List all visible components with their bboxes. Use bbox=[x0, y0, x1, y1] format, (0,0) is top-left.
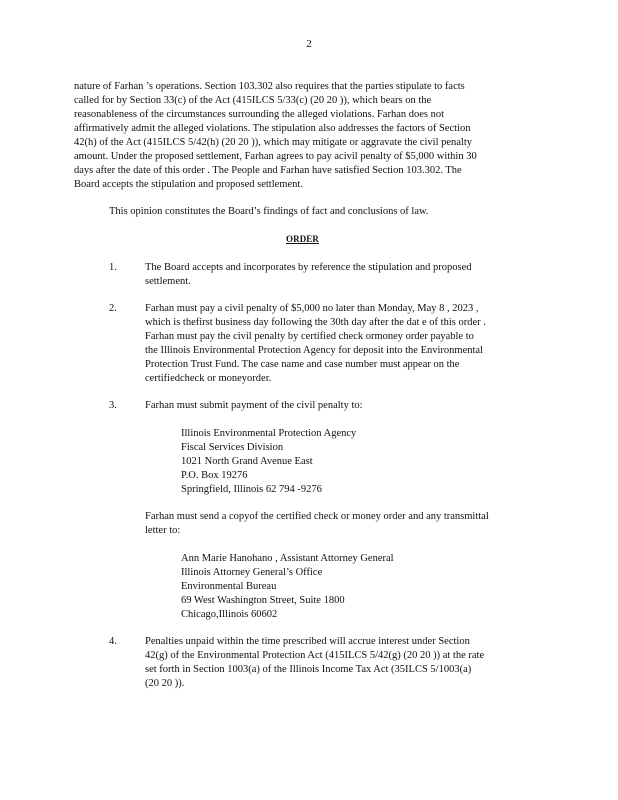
intro-line: days after the date of this order . The People and Farhan have satisfied Section 103.302. The bbox=[74, 165, 462, 176]
intro-line: nature of Farhan ’s operations. Section 103.302 also requires that the parties stipulate to facts bbox=[74, 81, 465, 92]
item-line: Penalties unpaid within the time prescribed will accrue interest under Section bbox=[145, 636, 470, 647]
address-line: Environmental Bureau bbox=[181, 581, 277, 592]
opinion-statement: This opinion constitutes the Board’s findings of fact and conclusions of law. bbox=[109, 206, 429, 217]
address-line: Ann Marie Hanohano , Assistant Attorney General bbox=[181, 553, 394, 564]
item-line: The Board accepts and incorporates by reference the stipulation and proposed bbox=[145, 262, 472, 273]
item-line: settlement. bbox=[145, 276, 191, 287]
intro-line: affirmatively admit the alleged violations. The stipulation also addresses the factors of Section bbox=[74, 123, 471, 134]
address-line: 1021 North Grand Avenue East bbox=[181, 456, 313, 467]
address-line: Illinois Environmental Protection Agency bbox=[181, 428, 357, 439]
item-line: certifiedcheck or moneyorder. bbox=[145, 373, 272, 384]
item-line: set forth in Section 1003(a) of the Illinois Income Tax Act (35ILCS 5/1003(a) bbox=[145, 664, 472, 675]
intro-line: called for by Section 33(c) of the Act (415ILCS 5/33(c) (20 20 )), which bears on the bbox=[74, 95, 432, 106]
item-number: 4. bbox=[109, 636, 117, 647]
address-line: Chicago,Illinois 60602 bbox=[181, 609, 278, 620]
item-line: which is thefirst business day following the 30th day after the dat e of this order . bbox=[145, 317, 486, 328]
intro-line: Board accepts the stipulation and proposed settlement. bbox=[74, 179, 303, 190]
item-line: Protection Trust Fund. The case name and case number must appear on the bbox=[145, 359, 460, 370]
item-line: Farhan must pay the civil penalty by certified check ormoney order payable to bbox=[145, 331, 474, 342]
address-line: P.O. Box 19276 bbox=[181, 470, 248, 481]
item-number: 1. bbox=[109, 262, 117, 273]
intro-line: amount. Under the proposed settlement, Farhan agrees to pay acivil penalty of $5,000 within 30 bbox=[74, 151, 477, 162]
item-number: 3. bbox=[109, 400, 117, 411]
intro-line: 42(h) of the Act (415ILCS 5/42(h) (20 20 )), which may mitigate or aggravate the civil penalty bbox=[74, 137, 473, 148]
item-line: Farhan must pay a civil penalty of $5,000 no later than Monday, May 8 , 2023 , bbox=[145, 303, 479, 314]
item-line: 42(g) of the Environmental Protection Act (415ILCS 5/42(g) (20 20 )) at the rate bbox=[145, 650, 485, 661]
item-line: (20 20 )). bbox=[145, 678, 185, 689]
item-number: 2. bbox=[109, 303, 117, 314]
address-line: Illinois Attorney General’s Office bbox=[181, 567, 323, 578]
intro-line: reasonableness of the circumstances surrounding the alleged violations. Farhan does not bbox=[74, 109, 445, 120]
item-line: letter to: bbox=[145, 525, 181, 536]
item-line: the Illinois Environmental Protection Agency for deposit into the Environmental bbox=[145, 345, 483, 356]
address-line: Springfield, Illinois 62 794 -9276 bbox=[181, 484, 322, 495]
page-number: 2 bbox=[306, 38, 312, 50]
item-line: Farhan must submit payment of the civil penalty to: bbox=[145, 400, 363, 411]
item-line: Farhan must send a copyof the certified check or money order and any transmittal bbox=[145, 511, 489, 522]
address-line: 69 West Washington Street, Suite 1800 bbox=[181, 595, 345, 606]
order-heading: ORDER bbox=[286, 234, 320, 244]
address-line: Fiscal Services Division bbox=[181, 442, 284, 453]
